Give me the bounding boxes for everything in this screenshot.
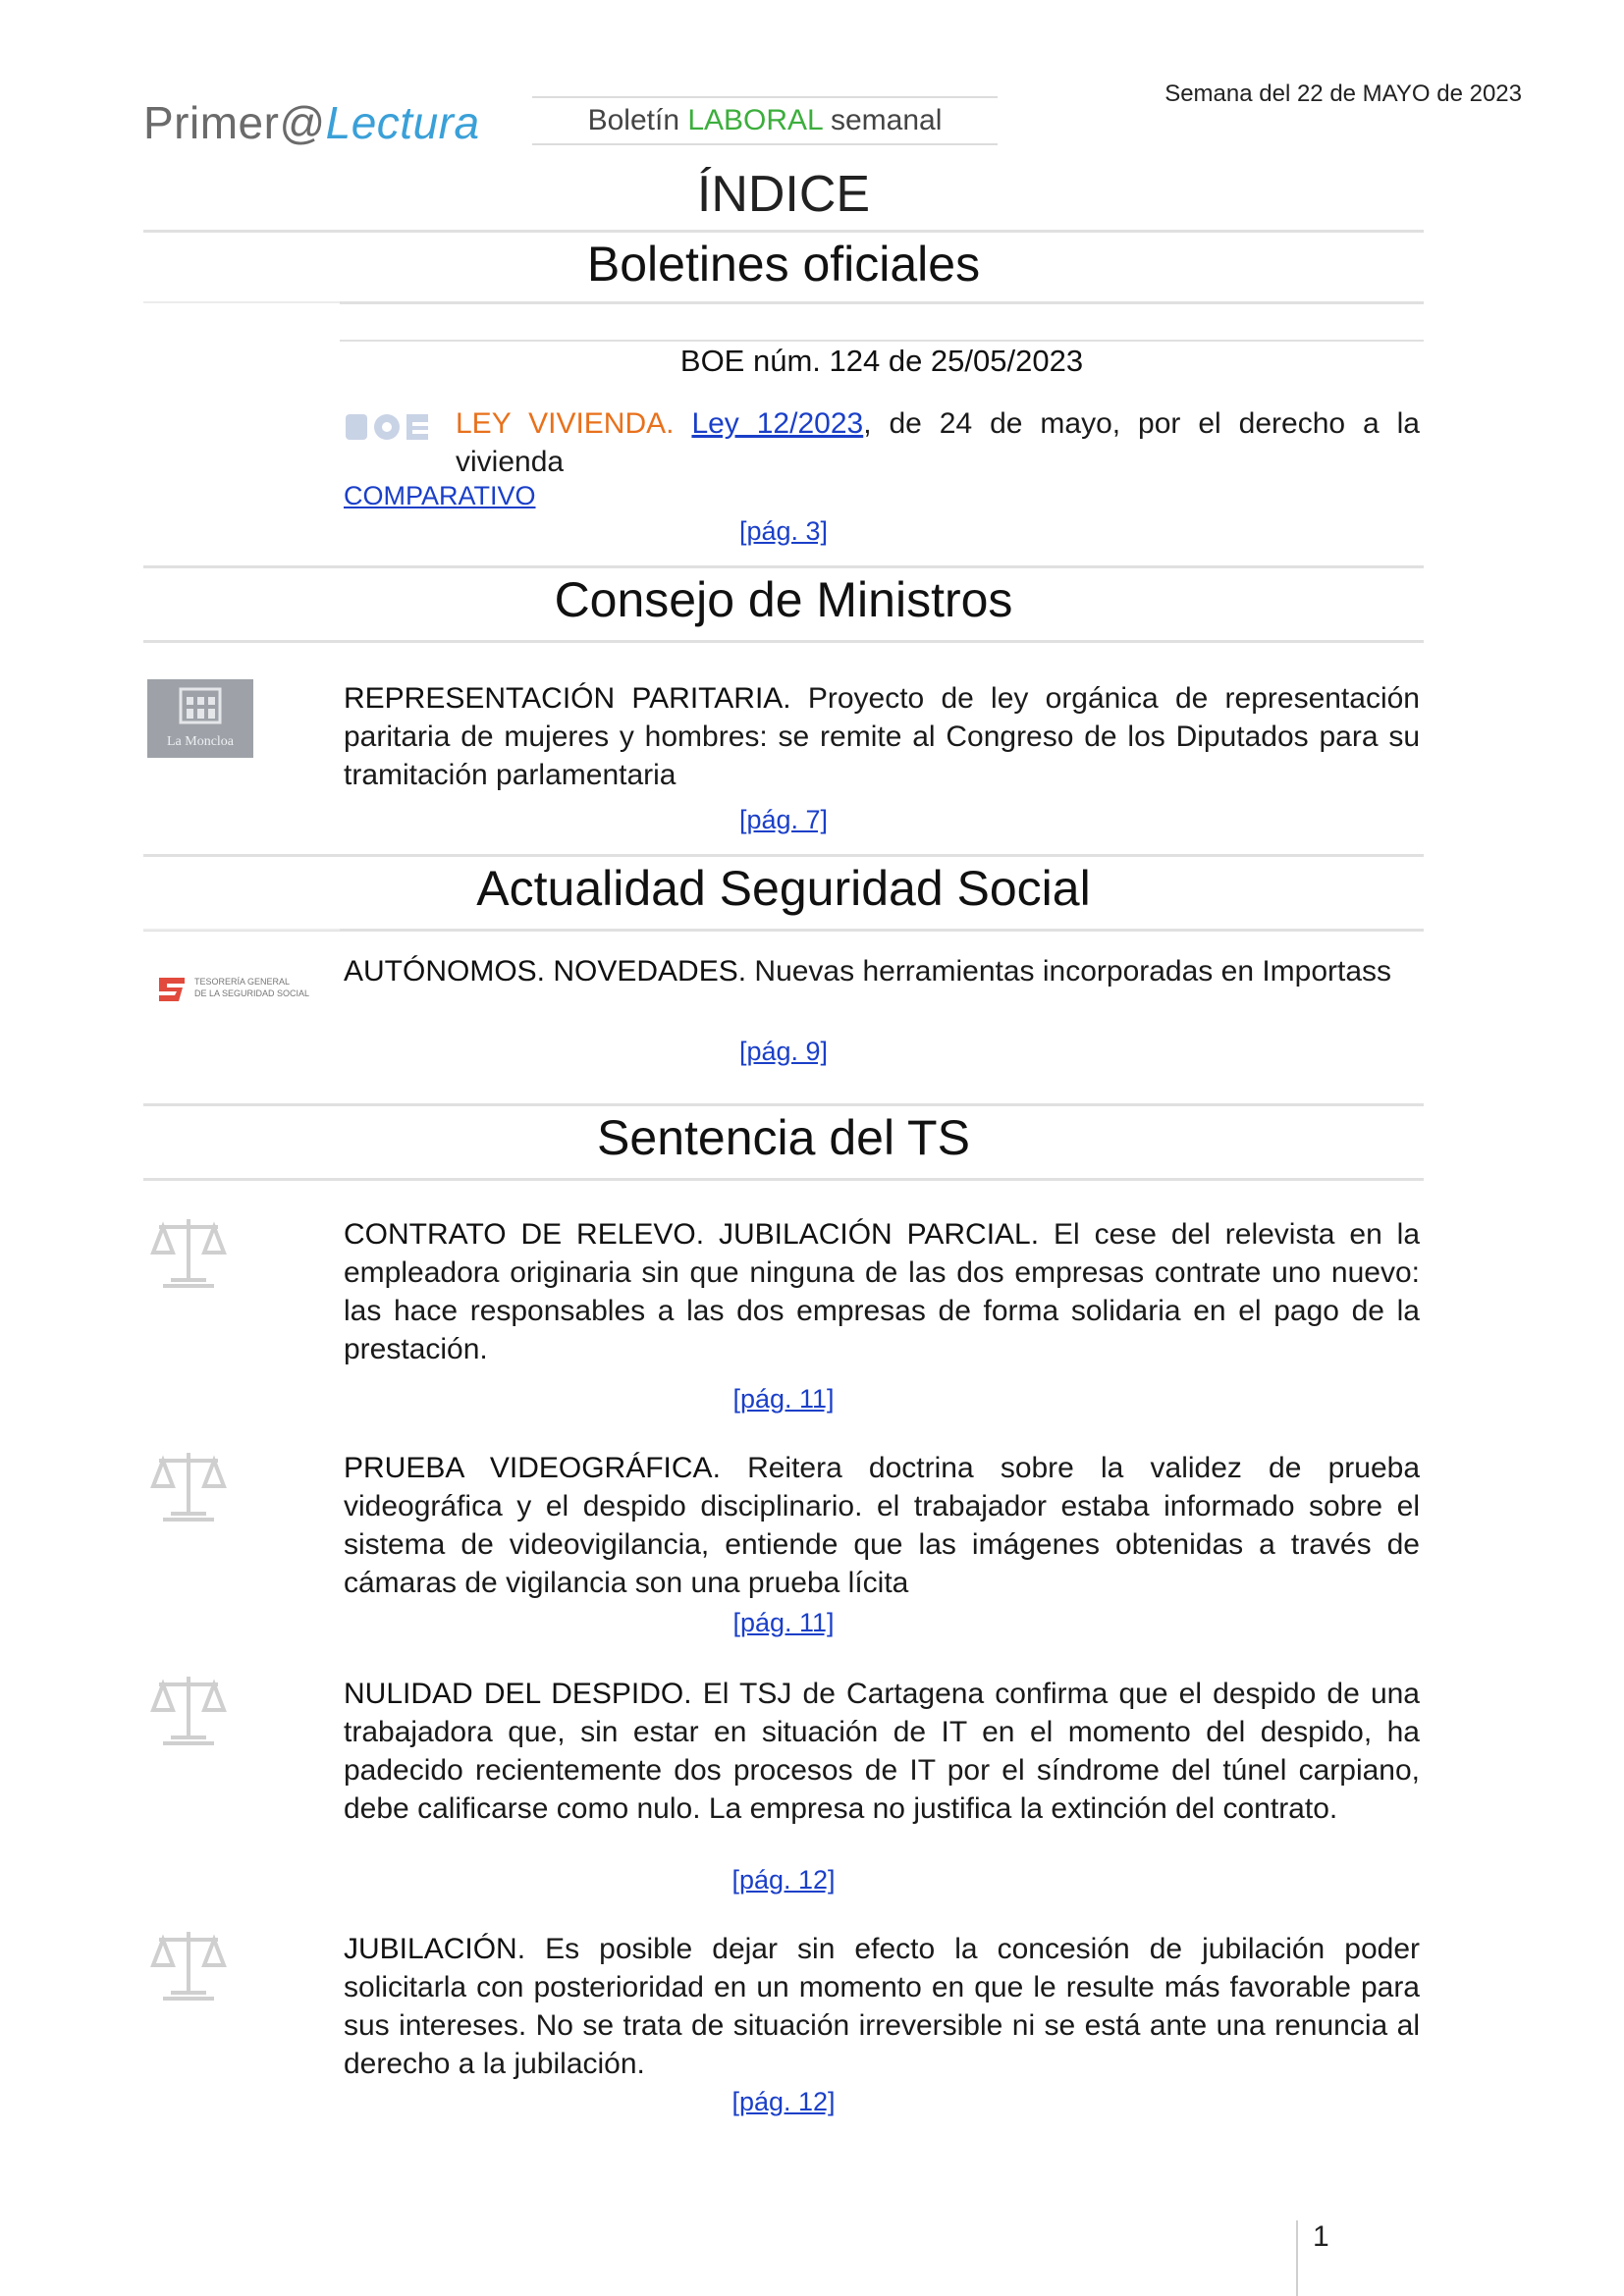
page-number-divider (1296, 2220, 1298, 2296)
entry-text: Nuevas herramientas incorporadas en Importass (746, 955, 1392, 988)
page-link[interactable]: [pág. 11] (732, 1384, 835, 1414)
divider (143, 1103, 1424, 1106)
scales-of-justice-icon (149, 1926, 228, 2002)
entry-text: El cese del relevista en la empleadora originaria sin que ninguna de las dos empresas contrate uno nuevo: las hace responsables a las dos empresas de forma solidaria en el pago de la prestación. (344, 1218, 1421, 1365)
divider (340, 340, 1424, 342)
entry-autonomos (344, 952, 1420, 990)
page-link[interactable]: [pág. 12] (731, 1865, 836, 1895)
boe-logo-icon (346, 410, 430, 444)
entry-text: Proyecto de ley orgánica de representación paritaria de mujeres y hombres: se remite al Congreso de los Diputados para su tramitación parlamentaria (344, 682, 1420, 791)
comparativo-link[interactable]: COMPARATIVO (344, 481, 536, 510)
divider (143, 1178, 1424, 1181)
entry-label: CONTRATO DE RELEVO. JUBILACIÓN PARCIAL. (344, 1218, 1040, 1251)
section-title-sentencia: Sentencia del TS (597, 1110, 970, 1165)
entry-label: NULIDAD DEL DESPIDO. (344, 1678, 692, 1710)
divider (340, 301, 1424, 304)
brand-logo (143, 96, 480, 149)
page-number: 1 (1313, 2220, 1329, 2253)
tgss-logo-icon (155, 972, 310, 1007)
entry-nulidad-despido (344, 1675, 1420, 1828)
scales-of-justice-icon (149, 1213, 228, 1290)
week-label: Semana del 22 de MAYO de 2023 (1164, 80, 1522, 107)
divider (143, 230, 1424, 233)
entry-label: JUBILACIÓN. (344, 1933, 526, 1965)
entry-prueba-videografica (344, 1449, 1420, 1602)
divider (143, 640, 1424, 643)
entry-label: AUTÓNOMOS. NOVEDADES. (344, 955, 747, 988)
entry-text: , de 24 de mayo, por el derecho a la vivienda (456, 407, 1420, 478)
section-title-boletines: Boletines oficiales (586, 237, 981, 292)
bulletin-post: semanal (822, 104, 943, 136)
divider (143, 929, 340, 931)
entry-text: El TSJ de Cartagena confirma que el despido de una trabajadora que, sin estar en situación de IT en el momento del despido, ha padecido recientemente dos procesos de IT por el síndrome del túnel carpiano, debe calificarse como nulo. La empresa no justifica la extinción del contrato. (344, 1678, 1420, 1825)
page-link[interactable]: [pág. 9] (738, 1037, 829, 1066)
page-link[interactable]: [pág. 7] (738, 805, 829, 834)
section-title-seguridad: Actualidad Seguridad Social (476, 861, 1091, 916)
page-link[interactable]: [pág. 12] (731, 2087, 836, 2116)
entry-representacion-paritaria (344, 679, 1420, 794)
index-title: ÍNDICE (696, 166, 871, 223)
entry-text: . Reitera doctrina sobre la validez de prueba videográfica y el despido disciplinario. el trabajador estaba informado sobre el sistema de videovigilancia, entiende que las imágenes obtenidas a través de cámaras de vigilancia son una prueba lícita (344, 1452, 1420, 1599)
bulletin-laboral: LABORAL (687, 104, 823, 136)
page-link[interactable]: [pág. 3] (738, 516, 829, 546)
scales-of-justice-icon (149, 1447, 228, 1523)
entry-ley-vivienda (456, 404, 1420, 481)
ley-link[interactable]: Ley 12/2023 (691, 407, 864, 440)
entry-contrato-relevo (344, 1215, 1420, 1368)
divider (143, 565, 1424, 568)
scales-of-justice-icon (149, 1671, 228, 1747)
tgss-text-2: DE LA SEGURIDAD SOCIAL (194, 988, 310, 998)
entry-text: Es posible dejar sin efecto la concesión de jubilación poder solicitarla con posterioridad en un momento en que le resulte más favorable para sus intereses. No se trata de situación irreversible ni se está ante una renuncia al derecho a la jubilación. (344, 1933, 1420, 2080)
moncloa-logo-text: La Moncloa (166, 734, 235, 749)
entry-label: REPRESENTACIÓN PARITARIA. (344, 682, 791, 715)
entry-label: PRUEBA VIDEOGRÁFICA (344, 1452, 713, 1484)
boe-issue-line: BOE núm. 124 de 25/05/2023 (679, 344, 1084, 378)
divider (143, 854, 1424, 857)
section-title-consejo: Consejo de Ministros (554, 572, 1013, 627)
logo-part-1: Primer@ (143, 97, 326, 148)
page-link[interactable]: [pág. 11] (732, 1608, 835, 1637)
moncloa-logo-icon (147, 679, 253, 758)
bulletin-title (532, 96, 998, 145)
bulletin-pre: Boletín (587, 104, 688, 136)
entry-label: LEY VIVIENDA. (456, 407, 675, 440)
divider (143, 301, 340, 303)
entry-jubilacion (344, 1930, 1420, 2083)
tgss-text-1: TESORERÍA GENERAL (194, 977, 291, 987)
logo-part-2: Lectura (325, 97, 480, 148)
